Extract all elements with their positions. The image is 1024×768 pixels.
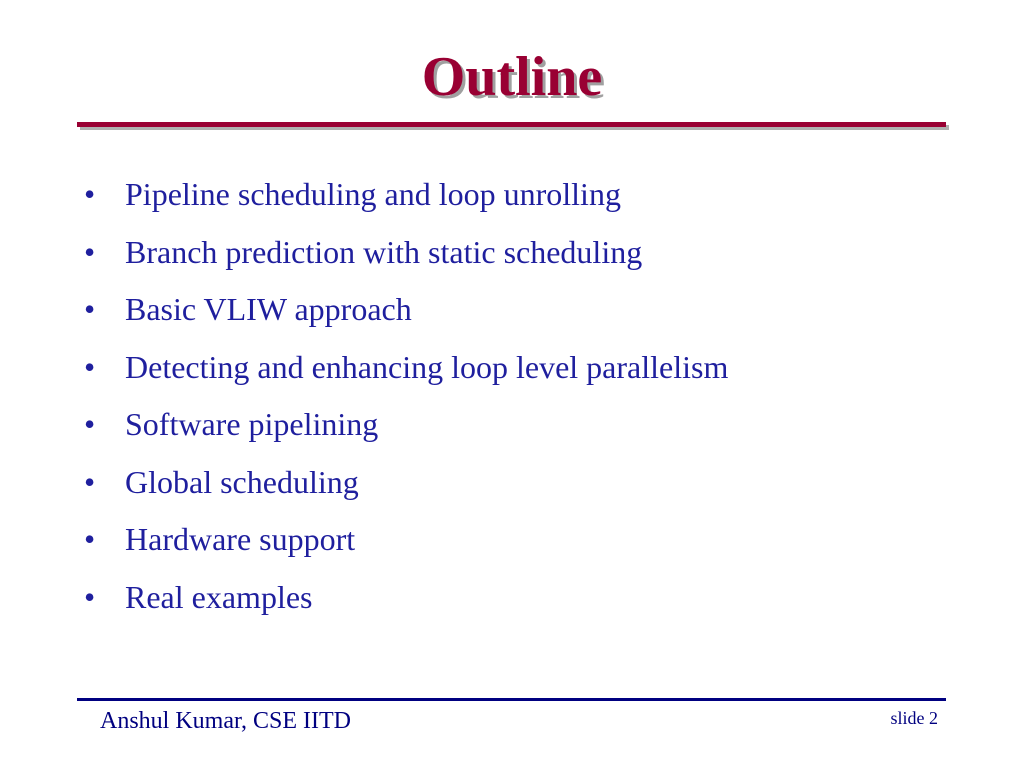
list-item xyxy=(84,339,728,397)
bullet-icon: • xyxy=(84,578,96,615)
bullet-text: Real examples xyxy=(125,578,313,615)
bullet-icon: • xyxy=(84,348,96,385)
slide-title: Outline xyxy=(421,46,603,108)
bullet-text: Software pipelining xyxy=(125,406,379,443)
bullet-text: Detecting and enhancing loop level parallelism xyxy=(125,348,729,385)
bullet-text: Pipeline scheduling and loop unrolling xyxy=(125,176,621,213)
bullet-text: Branch prediction with static scheduling xyxy=(125,233,643,270)
list-item xyxy=(84,569,728,627)
list-item xyxy=(84,224,728,282)
bullet-icon: • xyxy=(84,521,96,558)
bullet-text: Hardware support xyxy=(125,521,356,558)
slide-number: slide 2 xyxy=(890,708,938,728)
bullet-list xyxy=(84,166,728,626)
list-item xyxy=(84,166,728,224)
footer-divider xyxy=(77,698,946,701)
bullet-text: Global scheduling xyxy=(125,463,359,500)
list-item xyxy=(84,511,728,569)
bullet-icon: • xyxy=(84,463,96,500)
bullet-icon: • xyxy=(84,176,96,213)
footer-author: Anshul Kumar, CSE IITD xyxy=(100,708,352,734)
title-divider xyxy=(77,122,946,127)
bullet-icon: • xyxy=(84,233,96,270)
list-item xyxy=(84,281,728,339)
bullet-icon: • xyxy=(84,291,96,328)
bullet-text: Basic VLIW approach xyxy=(125,291,412,328)
list-item xyxy=(84,396,728,454)
list-item xyxy=(84,454,728,512)
bullet-icon: • xyxy=(84,406,96,443)
